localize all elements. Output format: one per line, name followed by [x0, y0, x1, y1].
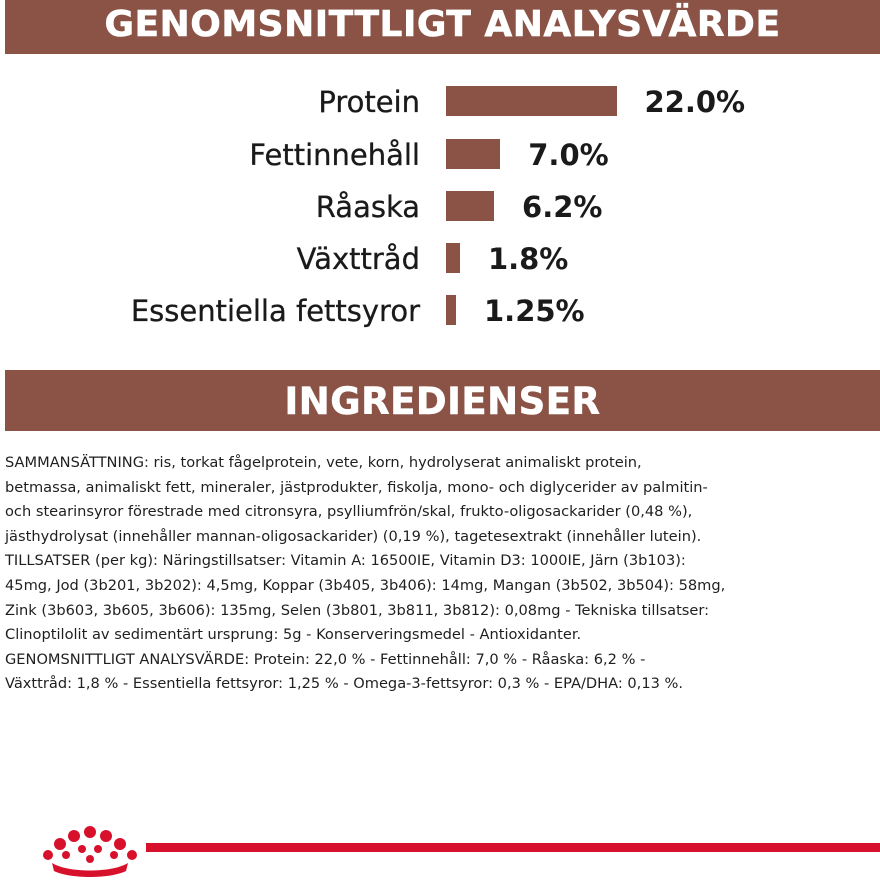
ingredients-line: 45mg, Jod (3b201, 3b202): 4,5mg, Koppar (3b405, 3b406): 14mg, Mangan (3b502, 3b504): 58mg,	[5, 576, 726, 594]
nutrient-bar	[446, 191, 494, 221]
nutrient-row	[0, 82, 880, 122]
nutrient-value: 22.0%	[644, 85, 746, 119]
nutrient-bar	[446, 243, 460, 273]
nutrient-bar	[446, 295, 456, 325]
ingredients-banner	[5, 370, 880, 431]
ingredients-line: SAMMANSÄTTNING: ris, torkat fågelprotein, vete, korn, hydrolyserat animaliskt protein,	[5, 454, 642, 471]
ingredients-line: GENOMSNITTLIGT ANALYSVÄRDE: Protein: 22,0 % - Fettinnehåll: 7,0 % - Råaska: 6,2 % -	[5, 650, 646, 668]
ingredients-banner-title: INGREDIENSER	[284, 380, 601, 423]
analysis-banner-title: GENOMSNITTLIGT ANALYSVÄRDE	[104, 4, 781, 45]
ingredients-line: TILLSATSER (per kg): Näringstillsatser: Vitamin A: 16500IE, Vitamin D3: 1000IE, Järn (3b103):	[5, 552, 686, 570]
nutrient-row	[0, 291, 880, 331]
nutrient-value: 1.8%	[487, 242, 569, 276]
ingredients-line: betmassa, animaliskt fett, mineraler, jästprodukter, fiskolja, mono- och diglycerider av palmitin-	[5, 478, 708, 496]
nutrient-row	[0, 135, 880, 175]
ingredients-line: jästhydrolysat (innehåller mannan-oligosackarider) (0,19 %), tagetesextrakt (innehåller lutein).	[5, 527, 702, 545]
nutrient-value: 7.0%	[528, 138, 609, 172]
nutrient-bar	[446, 139, 500, 169]
nutrient-bar	[446, 86, 617, 116]
analysis-banner	[5, 0, 880, 54]
nutrient-label: Protein	[318, 85, 420, 119]
nutrient-value: 1.25%	[484, 294, 585, 328]
footer-red-line	[146, 843, 880, 852]
nutrient-row	[0, 239, 880, 279]
ingredients-line: och stearinsyror förestrade med citronsyra, psylliumfrön/skal, frukto-oligosackarider (0,48 %),	[5, 503, 693, 521]
nutrient-label: Råaska	[315, 190, 420, 224]
nutrient-label: Växttråd	[296, 242, 420, 276]
nutrient-row	[0, 187, 880, 227]
nutrient-label: Fettinnehåll	[249, 138, 420, 172]
ingredients-line: Växttråd: 1,8 % - Essentiella fettsyror: 1,25 % - Omega-3-fettsyror: 0,3 % - EPA/DHA: 0,13 %.	[5, 675, 684, 693]
crown-logo-icon	[38, 823, 142, 879]
nutrient-value: 6.2%	[522, 190, 603, 224]
nutrient-label: Essentiella fettsyror	[130, 294, 420, 328]
ingredients-line: Zink (3b603, 3b605, 3b606): 135mg, Selen (3b801, 3b811, 3b812): 0,08mg - Tekniska tillsatser:	[5, 601, 710, 619]
ingredients-line: Clinoptilolit av sedimentärt ursprung: 5g - Konserveringsmedel - Antioxidanter.	[5, 626, 582, 644]
ingredients-text	[5, 451, 879, 697]
